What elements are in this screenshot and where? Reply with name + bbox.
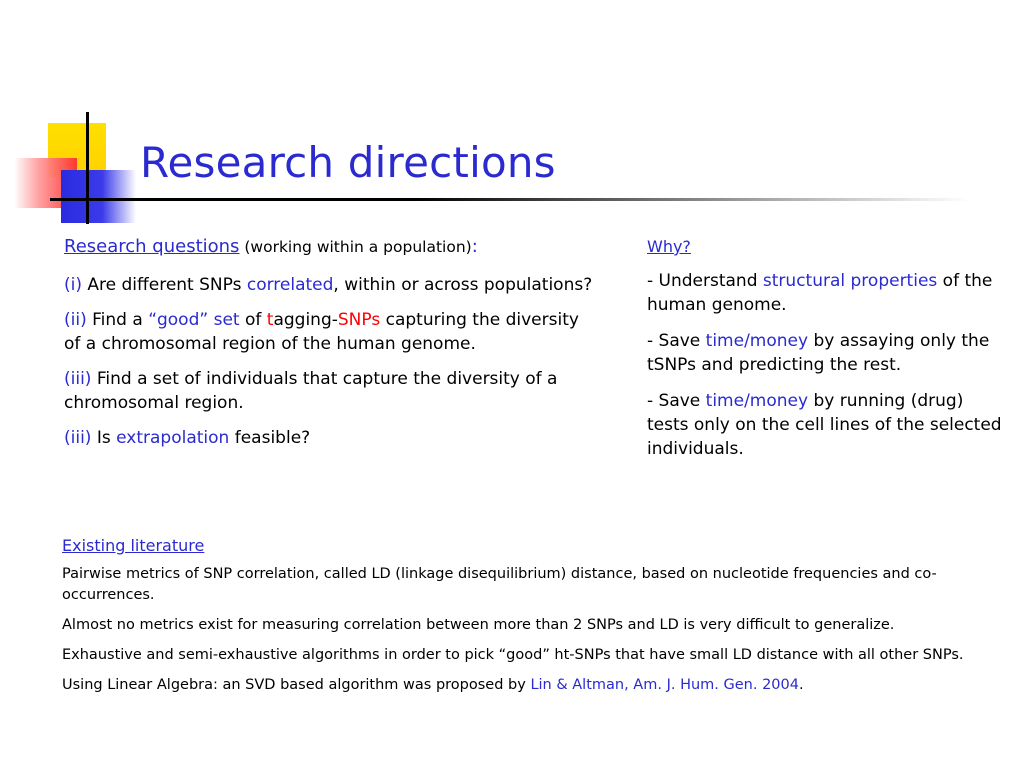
question-3 [64,367,599,415]
reason-2-text: - Save [647,331,706,351]
literature-item-4-end: . [798,677,804,693]
question-1-number: (i) [64,275,82,295]
reason-1-text-end: of the human genome. [647,271,993,315]
research-questions-link[interactable]: Research questions [64,236,240,257]
reason-1 [647,269,1007,317]
reason-3-highlight: time/money [705,391,809,411]
literature-item-3: Exhaustive and semi-exhaustive algorithms in order to pick “good” ht-SNPs that have small LD distance with all other SNPs. [62,647,964,663]
question-2-text: Find a [86,310,149,330]
decor-vertical-line [86,112,89,224]
question-2-text-of: of [239,310,267,330]
research-questions-heading [64,235,599,259]
question-1-text: Are different SNPs [82,275,247,295]
question-4-number: (iii) [64,428,92,448]
question-2-red-t: t [266,310,274,330]
literature-item-1: Pairwise metrics of SNP correlation, called LD (linkage disequilibrium) distance, based on nucleotide frequencies and co-occurrences. [62,566,937,603]
literature-item-4-text: Using Linear Algebra: an SVD based algorithm was proposed by [62,677,531,693]
existing-literature-link[interactable]: Existing literature [62,536,205,555]
question-3-text: Find a set of individuals that capture the diversity of a chromosomal region. [64,369,558,413]
literature-item-2: Almost no metrics exist for measuring correlation between more than 2 SNPs and LD is very difficult to generalize. [62,617,895,633]
reason-1-text: - Understand [647,271,763,291]
reason-1-highlight: structural properties [762,271,938,291]
why-section [647,235,1007,473]
existing-literature-section [62,535,1012,705]
literature-item-4 [62,675,1012,696]
existing-literature-heading [62,535,1012,556]
heading-colon: : [471,236,478,257]
question-1-highlight: correlated [246,275,334,295]
question-2-snps: SNPs [337,310,381,330]
why-link[interactable]: Why? [647,237,691,256]
research-questions-section [64,235,599,461]
title-underline [50,198,970,201]
reason-3-text: - Save [647,391,706,411]
question-2-highlight: “good” set [148,310,240,330]
reason-2-text-end: by assaying only the tSNPs and predicting the rest. [647,331,990,375]
question-3-number: (iii) [64,369,92,389]
question-2-number: (ii) [64,310,87,330]
question-2-text-agging: agging- [273,310,338,330]
reason-3 [647,389,1007,461]
decor-blue-square [61,170,136,223]
reason-2 [647,329,1007,377]
question-1-text-end: , within or across populations? [333,275,593,295]
research-questions-subtitle: (working within a population) [239,238,472,256]
question-4-text: Is [91,428,117,448]
question-2 [64,308,599,356]
page-title: Research directions [140,138,556,187]
question-4 [64,426,599,450]
why-heading [647,235,1007,259]
literature-reference: Lin & Altman, Am. J. Hum. Gen. 2004 [530,677,799,693]
reason-3-text-end: by running (drug) tests only on the cell lines of the selected individuals. [647,391,1002,459]
question-2-text-end: capturing the diversity of a chromosomal region of the human genome. [64,310,579,354]
question-1 [64,273,599,297]
question-4-highlight: extrapolation [116,428,230,448]
question-4-text-end: feasible? [229,428,311,448]
reason-2-highlight: time/money [705,331,809,351]
